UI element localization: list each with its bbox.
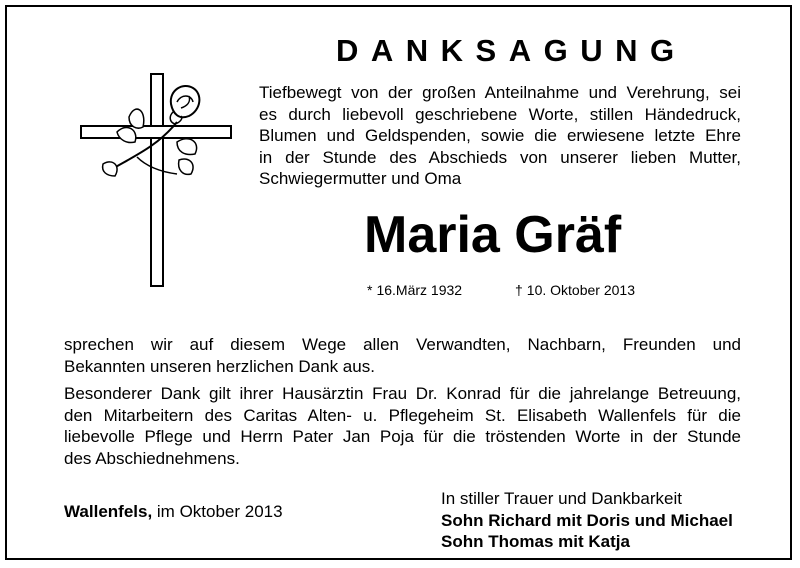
- intro-text: [259, 82, 741, 190]
- deceased-name: Maria Gräf: [364, 206, 622, 264]
- date: im Oktober 2013: [156, 502, 283, 521]
- star-icon: *: [367, 282, 373, 298]
- dagger-icon: †: [515, 282, 523, 298]
- intro-line: Schwiegermutter und Oma: [259, 169, 462, 188]
- paragraph-line: sprechen wir auf diesem Wege allen Verwandten, Nachbarn, Freunden und: [64, 335, 741, 354]
- birth-date: [367, 282, 462, 298]
- signature-line: Sohn Richard mit Doris und Michael: [441, 510, 733, 530]
- thanks-paragraph: [64, 334, 741, 377]
- place-date: [64, 502, 283, 522]
- death-date: [515, 282, 635, 298]
- death-date-value: 10. Oktober 2013: [526, 282, 635, 298]
- cross-with-rose-icon: [77, 72, 237, 292]
- signature-intro: In stiller Trauer und Dankbarkeit: [441, 489, 682, 508]
- obituary-notice: [5, 5, 792, 560]
- paragraph-line: Bekannten unseren herzlichen Dank aus.: [64, 356, 375, 376]
- notice-title: DANKSAGUNG: [336, 33, 687, 68]
- paragraph-line: liebevolle Pflege und Herrn Pater Jan Poja für die tröstenden Worte in der Stunde: [64, 427, 741, 446]
- paragraph-line: den Mitarbeitern des Caritas Alten- u. Pflegeheim St. Elisabeth Wallenfels für die: [64, 405, 741, 425]
- special-thanks-paragraph: [64, 383, 741, 469]
- paragraph-line: Besonderer Dank gilt ihrer Hausärztin Frau Dr. Konrad für die jahrelange Betreuung,: [64, 384, 741, 403]
- signature-block: [441, 488, 733, 553]
- signature-line: Sohn Thomas mit Katja: [441, 532, 630, 551]
- intro-line: es durch liebevoll geschriebene Worte, stillen Händedruck,: [259, 104, 741, 124]
- town: Wallenfels,: [64, 502, 153, 521]
- birth-date-value: 16.März 1932: [376, 282, 463, 298]
- intro-line: Blumen und Geldspenden, sowie die erwiesene letzte Ehre: [259, 126, 741, 145]
- intro-line: Tiefbewegt von der großen Anteilnahme und Verehrung, sei: [259, 83, 741, 102]
- paragraph-line: des Abschiednehmens.: [64, 448, 240, 468]
- intro-line: in der Stunde des Abschieds von unserer lieben Mutter,: [259, 147, 741, 167]
